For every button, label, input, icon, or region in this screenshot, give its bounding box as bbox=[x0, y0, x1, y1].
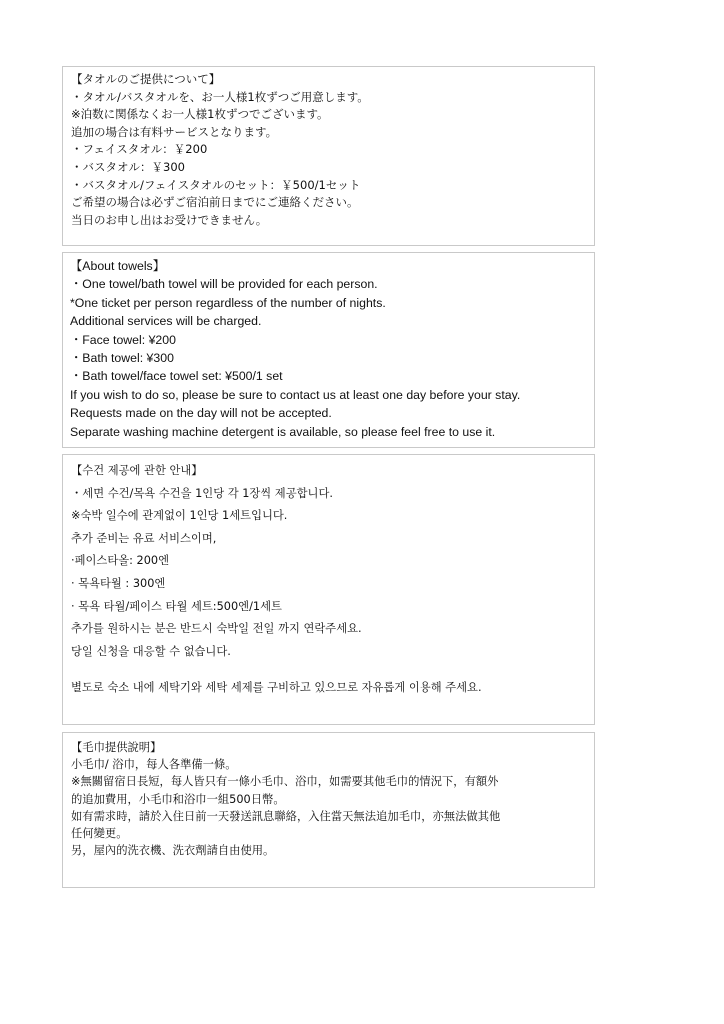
english-line: ・Bath towel: ¥300 bbox=[70, 351, 174, 366]
korean-line: 추가를 원하시는 분은 반드시 숙박일 전일 까지 연락주세요. bbox=[71, 622, 362, 636]
chinese-line: 的追加費用，小毛巾和浴巾一組500日幣。 bbox=[71, 792, 285, 806]
japanese-line: ・タオル/バスタオルを、お一人様1枚ずつご用意します。 bbox=[71, 89, 369, 104]
chinese-line: 任何變更。 bbox=[71, 827, 128, 841]
korean-line: · 목욕타월 : 300엔 bbox=[71, 576, 166, 590]
korean-line: ·페이스타올: 200엔 bbox=[71, 554, 170, 568]
japanese-line: ・フェイスタオル：￥200 bbox=[71, 142, 208, 157]
chinese-line: 小毛巾/ 浴巾，每人各準備一條。 bbox=[71, 758, 237, 772]
korean-line: ※숙박 일수에 관계없이 1인당 1세트입니다. bbox=[71, 509, 288, 523]
chinese-line: 如有需求時，請於入住日前一天發送訊息聯絡，入住當天無法追加毛巾，亦無法做其他 bbox=[71, 809, 501, 823]
japanese-line: ご希望の場合は必ずご宿泊前日までにご連絡ください。 bbox=[71, 195, 359, 210]
japanese-line: 追加の場合は有料サービスとなります。 bbox=[71, 124, 278, 139]
japanese-line: ※泊数に関係なくお一人様1枚ずつでございます。 bbox=[71, 107, 329, 122]
chinese-notice-box bbox=[62, 732, 595, 888]
english-line: Additional services will be charged. bbox=[70, 314, 262, 329]
japanese-notice-box bbox=[62, 66, 595, 246]
chinese-line: 另，屋內的洗衣機、洗衣劑請自由使用。 bbox=[71, 844, 275, 858]
korean-notice-box bbox=[62, 454, 595, 725]
english-line: ・Bath towel/face towel set: ¥500/1 set bbox=[70, 369, 283, 384]
japanese-line: 当日のお申し出はお受けできません。 bbox=[71, 212, 268, 227]
chinese-heading: 【毛巾提供說明】 bbox=[71, 741, 162, 754]
english-line: ・One towel/bath towel will be provided for each person. bbox=[70, 277, 378, 292]
english-line: If you wish to do so, please be sure to contact us at least one day before your stay. bbox=[70, 387, 521, 402]
spacer bbox=[71, 663, 594, 677]
english-line: Requests made on the day will not be accepted. bbox=[70, 406, 332, 421]
japanese-line: ・バスタオル：￥300 bbox=[71, 159, 185, 174]
english-line: Separate washing machine detergent is available, so please feel free to use it. bbox=[70, 424, 496, 439]
korean-line: 당일 신청을 대응할 수 없습니다. bbox=[71, 644, 231, 658]
korean-line: 추가 준비는 유료 서비스이며, bbox=[71, 531, 217, 545]
english-notice-box bbox=[62, 252, 595, 448]
english-line: ・Face towel: ¥200 bbox=[70, 332, 176, 347]
korean-line: ・세면 수건/목욕 수건을 1인당 각 1장씩 제공합니다. bbox=[71, 486, 333, 500]
english-line: *One ticket per person regardless of the number of nights. bbox=[70, 295, 386, 310]
japanese-heading: 【タオルのご提供について】 bbox=[71, 72, 221, 86]
korean-line: · 목욕 타월/페이스 타월 세트:500엔/1세트 bbox=[71, 599, 282, 613]
korean-footer-line: 별도로 숙소 내에 세탁기와 세탁 세제를 구비하고 있으므로 자유롭게 이용해 주세요. bbox=[71, 681, 482, 695]
japanese-line: ・バスタオル/フェイスタオルのセット：￥500/1セット bbox=[71, 177, 361, 192]
korean-heading: 【수건 제공에 관한 안내】 bbox=[71, 464, 203, 477]
english-heading: 【About towels】 bbox=[70, 259, 166, 273]
chinese-line: ※無關留宿日長短，每人皆只有一條小毛巾、浴巾，如需要其他毛巾的情況下，有額外 bbox=[71, 775, 499, 789]
